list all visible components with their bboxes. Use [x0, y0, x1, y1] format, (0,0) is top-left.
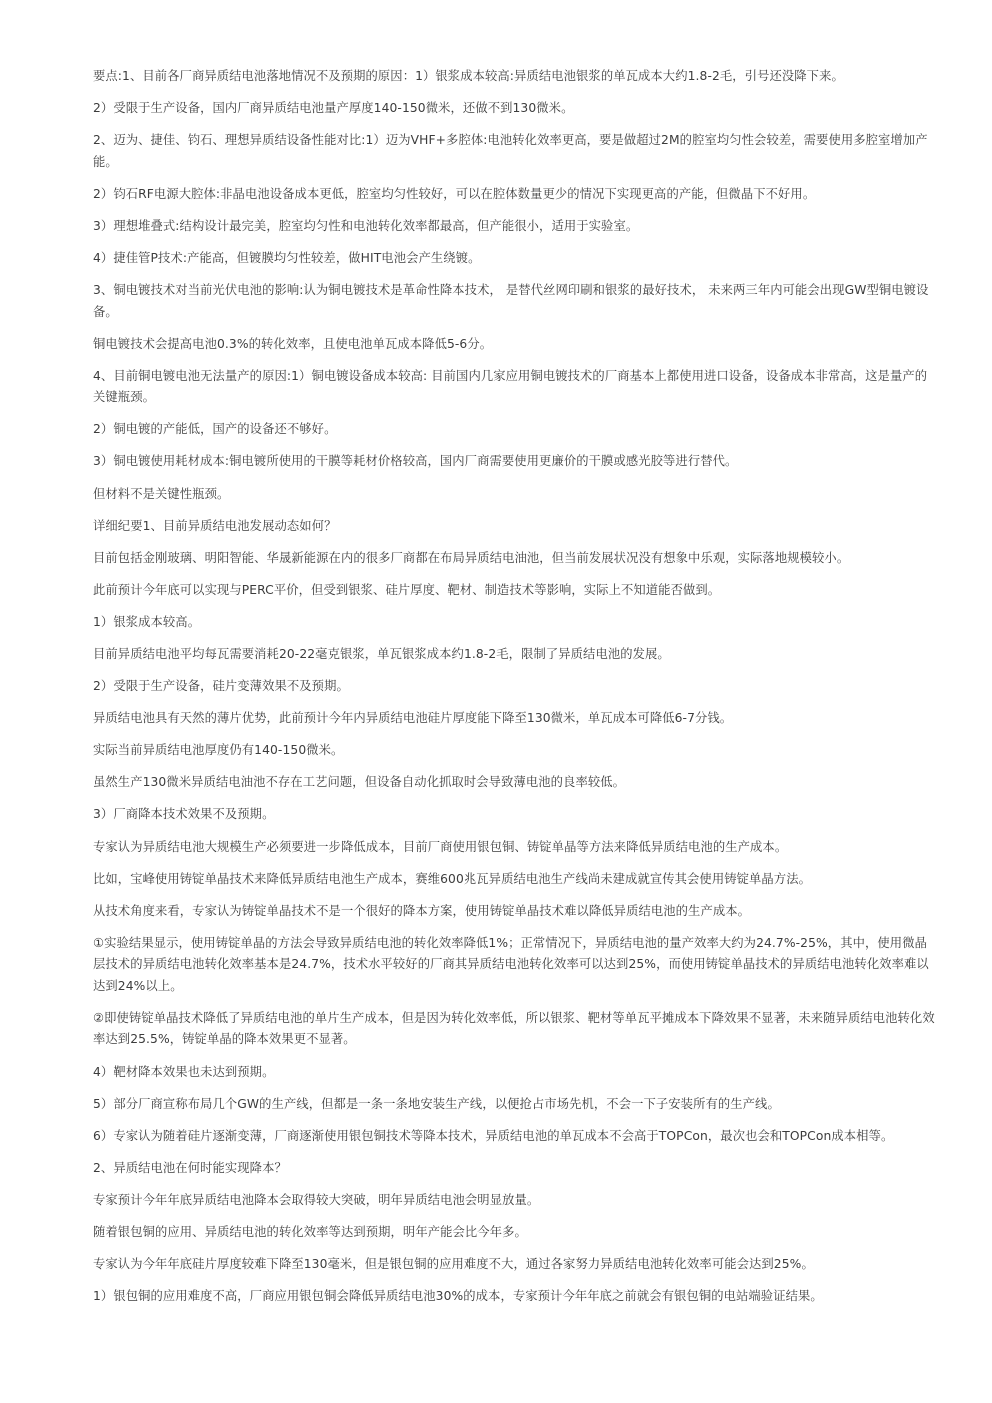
paragraph-29: 5）部分厂商宣称布局几个GW的生产线，但都是一条一条地安装生产线，以便抢占市场先机，不会一下子安装所有的生产线。	[93, 1096, 780, 1111]
paragraph-34: 专家认为今年年底硅片厚度较难下降至130毫米，但是银包铜的应用难度不大，通过各家努力异质结电池转化效率可能会达到25%。	[93, 1257, 814, 1272]
paragraph-5: 3）理想堆叠式:结构设计最完美，腔室均匀性和电池转化效率都最高，但产能很小，适用于实验室。	[93, 218, 639, 233]
paragraph-18: 2）受限于生产设备，硅片变薄效果不及预期。	[93, 679, 349, 694]
document-body	[93, 66, 936, 1308]
paragraph-35: 1）银包铜的应用难度不高，厂商应用银包铜会降低异质结电池30%的成本，专家预计今年年底之前就会有银包铜的电站端验证结果。	[93, 1289, 823, 1304]
paragraph-30: 6）专家认为随着硅片逐渐变薄，厂商逐渐使用银包铜技术等降本技术，异质结电池的单瓦成本不会高于TOPCon，最次也会和TOPCon成本相等。	[93, 1128, 894, 1143]
paragraph-11: 3）铜电镀使用耗材成本:铜电镀所使用的干膜等耗材价格较高，国内厂商需要使用更廉价的干膜或感光胶等进行替代。	[93, 454, 738, 469]
paragraph-4: 2）钧石RF电源大腔体:非晶电池设备成本更低，腔室均匀性较好，可以在腔体数量更少的情况下实现更高的产能，但微晶下不好用。	[93, 186, 816, 201]
paragraph-23: 专家认为异质结电池大规模生产必须要进一步降低成本，目前厂商使用银包铜、铸锭单晶等方法来降低异质结电池的生产成本。	[93, 839, 788, 854]
paragraph-16: 1）银浆成本较高。	[93, 614, 201, 629]
paragraph-3: 2、迈为、捷佳、钧石、理想异质结设备性能对比:1）迈为VHF+多腔体:电池转化效率更高，要是做超过2M的腔室均匀性会较差，需要使用多腔室增加产能。	[93, 133, 928, 169]
paragraph-14: 目前包括金刚玻璃、明阳智能、华晟新能源在内的很多厂商都在布局异质结电油池，但当前发展状况没有想象中乐观，实际落地规模较小。	[93, 550, 850, 565]
section-heading-cost-reduction: 2、异质结电池在何时能实现降本？	[93, 1160, 287, 1175]
paragraph-17: 目前异质结电池平均每瓦需要消耗20-22毫克银浆，单瓦银浆成本约1.8-2毛，限制了异质结电池的发展。	[93, 647, 670, 661]
paragraph-9: 4、目前铜电镀电池无法量产的原因:1）铜电镀设备成本较高: 目前国内几家应用铜电镀技术的厂商基本上都使用进口设备，设备成本非常高，这是量产的关键瓶颈。	[93, 368, 928, 405]
paragraph-24: 比如，宝峰使用铸锭单晶技术来降低异质结电池生产成本，赛维600兆瓦异质结电池生产线尚未建成就宣传其会使用铸锭单晶方法。	[93, 871, 811, 886]
paragraph-21: 虽然生产130微米异质结电油池不存在工艺问题，但设备自动化抓取时会导致薄电池的良率较低。	[93, 775, 626, 790]
paragraph-15: 此前预计今年底可以实现与PERC平价，但受到银浆、硅片厚度、靶材、制造技术等影响，实际上不知道能否做到。	[93, 582, 721, 597]
paragraph-7: 3、铜电镀技术对当前光伏电池的影响:认为铜电镀技术是革命性降本技术， 是替代丝网印刷和银浆的最好技术， 未来两三年内可能会出现GW型铜电镀设备。	[93, 283, 929, 319]
section-heading-details: 详细纪要1、目前异质结电池发展动态如何？	[93, 518, 337, 533]
paragraph-27: ②即使铸锭单晶技术降低了异质结电池的单片生产成本，但是因为转化效率低，所以银浆、靶材等单瓦平摊成本下降效果不显著，未来随异质结电池转化效率达到25.5%，铸锭单晶的降本效果更不显著。	[93, 1010, 935, 1047]
paragraph-12: 但材料不是关键性瓶颈。	[93, 486, 230, 501]
paragraph-19: 异质结电池具有天然的薄片优势，此前预计今年内异质结电池硅片厚度能下降至130微米，单瓦成本可降低6-7分钱。	[93, 711, 733, 726]
paragraph-22: 3）厂商降本技术效果不及预期。	[93, 807, 275, 822]
paragraph-6: 4）捷佳管P技术:产能高，但镀膜均匀性较差，做HIT电池会产生绕镀。	[93, 250, 481, 265]
paragraph-28: 4）靶材降本效果也未达到预期。	[93, 1064, 275, 1079]
paragraph-25: 从技术角度来看，专家认为铸锭单晶技术不是一个很好的降本方案，使用铸锭单晶技术难以降低异质结电池的生产成本。	[93, 903, 751, 918]
paragraph-26: ①实验结果显示，使用铸锭单晶的方法会导致异质结电池的转化效率降低1%；正常情况下，异质结电池的量产效率大约为24.7%-25%，其中，使用微晶层技术的异质结电池转化效率基本是24.7%，技术水平较好的厂商其异质结电池转化效率可以达到25%，而使用铸锭单晶技术的异质结电池转化效率难以达到24%以上。	[93, 935, 929, 993]
paragraph-10: 2）铜电镀的产能低，国产的设备还不够好。	[93, 422, 337, 437]
paragraph-2: 2）受限于生产设备，国内厂商异质结电池量产厚度140-150微米，还做不到130微米。	[93, 101, 574, 116]
paragraph-20: 实际当前异质结电池厚度仍有140-150微米。	[93, 743, 344, 758]
paragraph-33: 随着银包铜的应用、异质结电池的转化效率等达到预期，明年产能会比今年多。	[93, 1225, 527, 1239]
paragraph-1: 要点:1、目前各厂商异质结电池落地情况不及预期的原因：1）银浆成本较高:异质结电池银浆的单瓦成本大约1.8-2毛，引号还没降下来。	[93, 69, 844, 83]
paragraph-8: 铜电镀技术会提高电池0.3%的转化效率，且使电池单瓦成本降低5-6分。	[93, 336, 493, 351]
paragraph-32: 专家预计今年年底异质结电池降本会取得较大突破，明年异质结电池会明显放量。	[93, 1192, 540, 1207]
